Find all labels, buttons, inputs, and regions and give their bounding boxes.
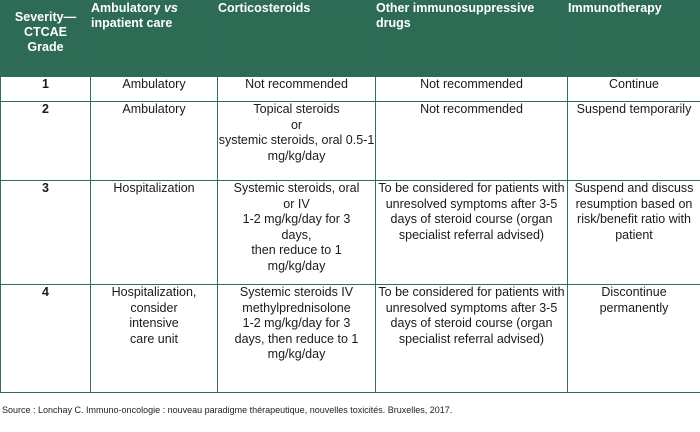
cell-care [91, 181, 218, 285]
table-row-grade-1 [1, 77, 700, 102]
cell-line: specialist referral advised) [398, 331, 545, 346]
cell-line: systemic steroids, oral 0.5-1 [218, 133, 375, 147]
cell-line: mg/kg/day [267, 148, 326, 163]
header-severity-line-2: CTCAE [23, 25, 68, 39]
cell-other [376, 77, 568, 102]
cell-immunotherapy [568, 102, 700, 181]
cell-line: Not recommended [420, 102, 523, 116]
cell-line: days, [281, 227, 312, 242]
cell-line: 1-2 mg/kg/day for 3 [242, 212, 351, 226]
header-care-rest: inpatient care [91, 16, 173, 30]
cell-line: methylprednisolone [242, 300, 351, 315]
source-citation: Source : Lonchay C. Immuno-oncologie : nouveau paradigme thérapeutique, nouvelles toxicités. Bruxelles, 2017. [2, 405, 453, 415]
header-care-main: Ambulatory [91, 1, 164, 15]
cell-line: To be considered for patients with [378, 285, 565, 299]
cell-line: To be considered for patients with [378, 181, 565, 195]
cell-grade: 2 [1, 102, 91, 181]
header-severity-line-3: Grade [27, 40, 64, 54]
cell-grade: 1 [1, 77, 91, 102]
header-severity [1, 1, 91, 77]
cell-line: risk/benefit ratio with [577, 212, 691, 226]
cell-corticosteroids [218, 77, 376, 102]
cell-line: Suspend temporarily [576, 102, 692, 116]
cell-line: then reduce to 1 [251, 243, 342, 257]
cell-line: days of steroid course (organ [390, 316, 553, 330]
cell-corticosteroids [218, 181, 376, 285]
header-other-line-2: drugs [376, 16, 411, 30]
header-severity-line-1: Severity— [14, 10, 77, 24]
cell-corticosteroids [218, 285, 376, 393]
cell-other [376, 285, 568, 393]
cell-line: specialist referral advised) [398, 227, 545, 242]
cell-line: Topical steroids [253, 102, 340, 116]
cell-care [91, 77, 218, 102]
cell-immunotherapy [568, 181, 700, 285]
cell-line: Ambulatory [122, 77, 186, 91]
cell-line: Suspend and discuss [574, 181, 694, 195]
cell-corticosteroids [218, 102, 376, 181]
table-row-grade-2 [1, 102, 700, 181]
cell-line: 1-2 mg/kg/day for 3 [242, 316, 351, 330]
header-other-immunosuppressive [376, 1, 568, 77]
cell-line: resumption based on [575, 196, 693, 211]
cell-line: days of steroid course (organ [390, 212, 553, 226]
cell-immunotherapy [568, 77, 700, 102]
cell-line: unresolved symptoms after 3-5 [385, 300, 558, 315]
cell-line: unresolved symptoms after 3-5 [385, 196, 558, 211]
cell-line: Continue [608, 77, 660, 91]
cell-care [91, 102, 218, 181]
cell-grade: 4 [1, 285, 91, 393]
table-row-grade-3 [1, 181, 700, 285]
cell-line: Not recommended [245, 77, 348, 91]
cell-care [91, 285, 218, 393]
cell-immunotherapy [568, 285, 700, 393]
header-care [91, 1, 218, 77]
header-corticosteroids: Corticosteroids [218, 1, 376, 77]
cell-line: Not recommended [420, 77, 523, 91]
table-body [1, 77, 700, 393]
header-care-italic: vs [163, 1, 178, 15]
cell-grade: 3 [1, 181, 91, 285]
header-other-line-1: Other immunosuppressive [376, 1, 535, 15]
cell-line: mg/kg/day [267, 347, 326, 361]
cell-line: permanently [599, 300, 669, 315]
cell-line: care unit [130, 331, 178, 346]
header-immunotherapy: Immunotherapy [568, 1, 700, 77]
cell-line: or IV [283, 196, 310, 211]
cell-line: mg/kg/day [267, 258, 326, 273]
cell-line: days, then reduce to 1 [234, 331, 359, 346]
cell-line: Hospitalization, [111, 285, 197, 299]
cell-line: Systemic steroids, oral [233, 181, 360, 195]
cell-line: consider [130, 300, 178, 315]
header-row [1, 1, 700, 77]
cell-line: Discontinue [601, 285, 667, 299]
cell-line: Hospitalization [113, 181, 195, 195]
cell-line: or [290, 117, 303, 132]
cell-other [376, 102, 568, 181]
cell-line: intensive [129, 316, 179, 330]
table-header [1, 1, 700, 77]
cell-line: patient [615, 227, 653, 242]
cell-line: Ambulatory [122, 102, 186, 116]
table-row-grade-4 [1, 285, 700, 393]
cell-other [376, 181, 568, 285]
cell-line: Systemic steroids IV [239, 285, 354, 299]
